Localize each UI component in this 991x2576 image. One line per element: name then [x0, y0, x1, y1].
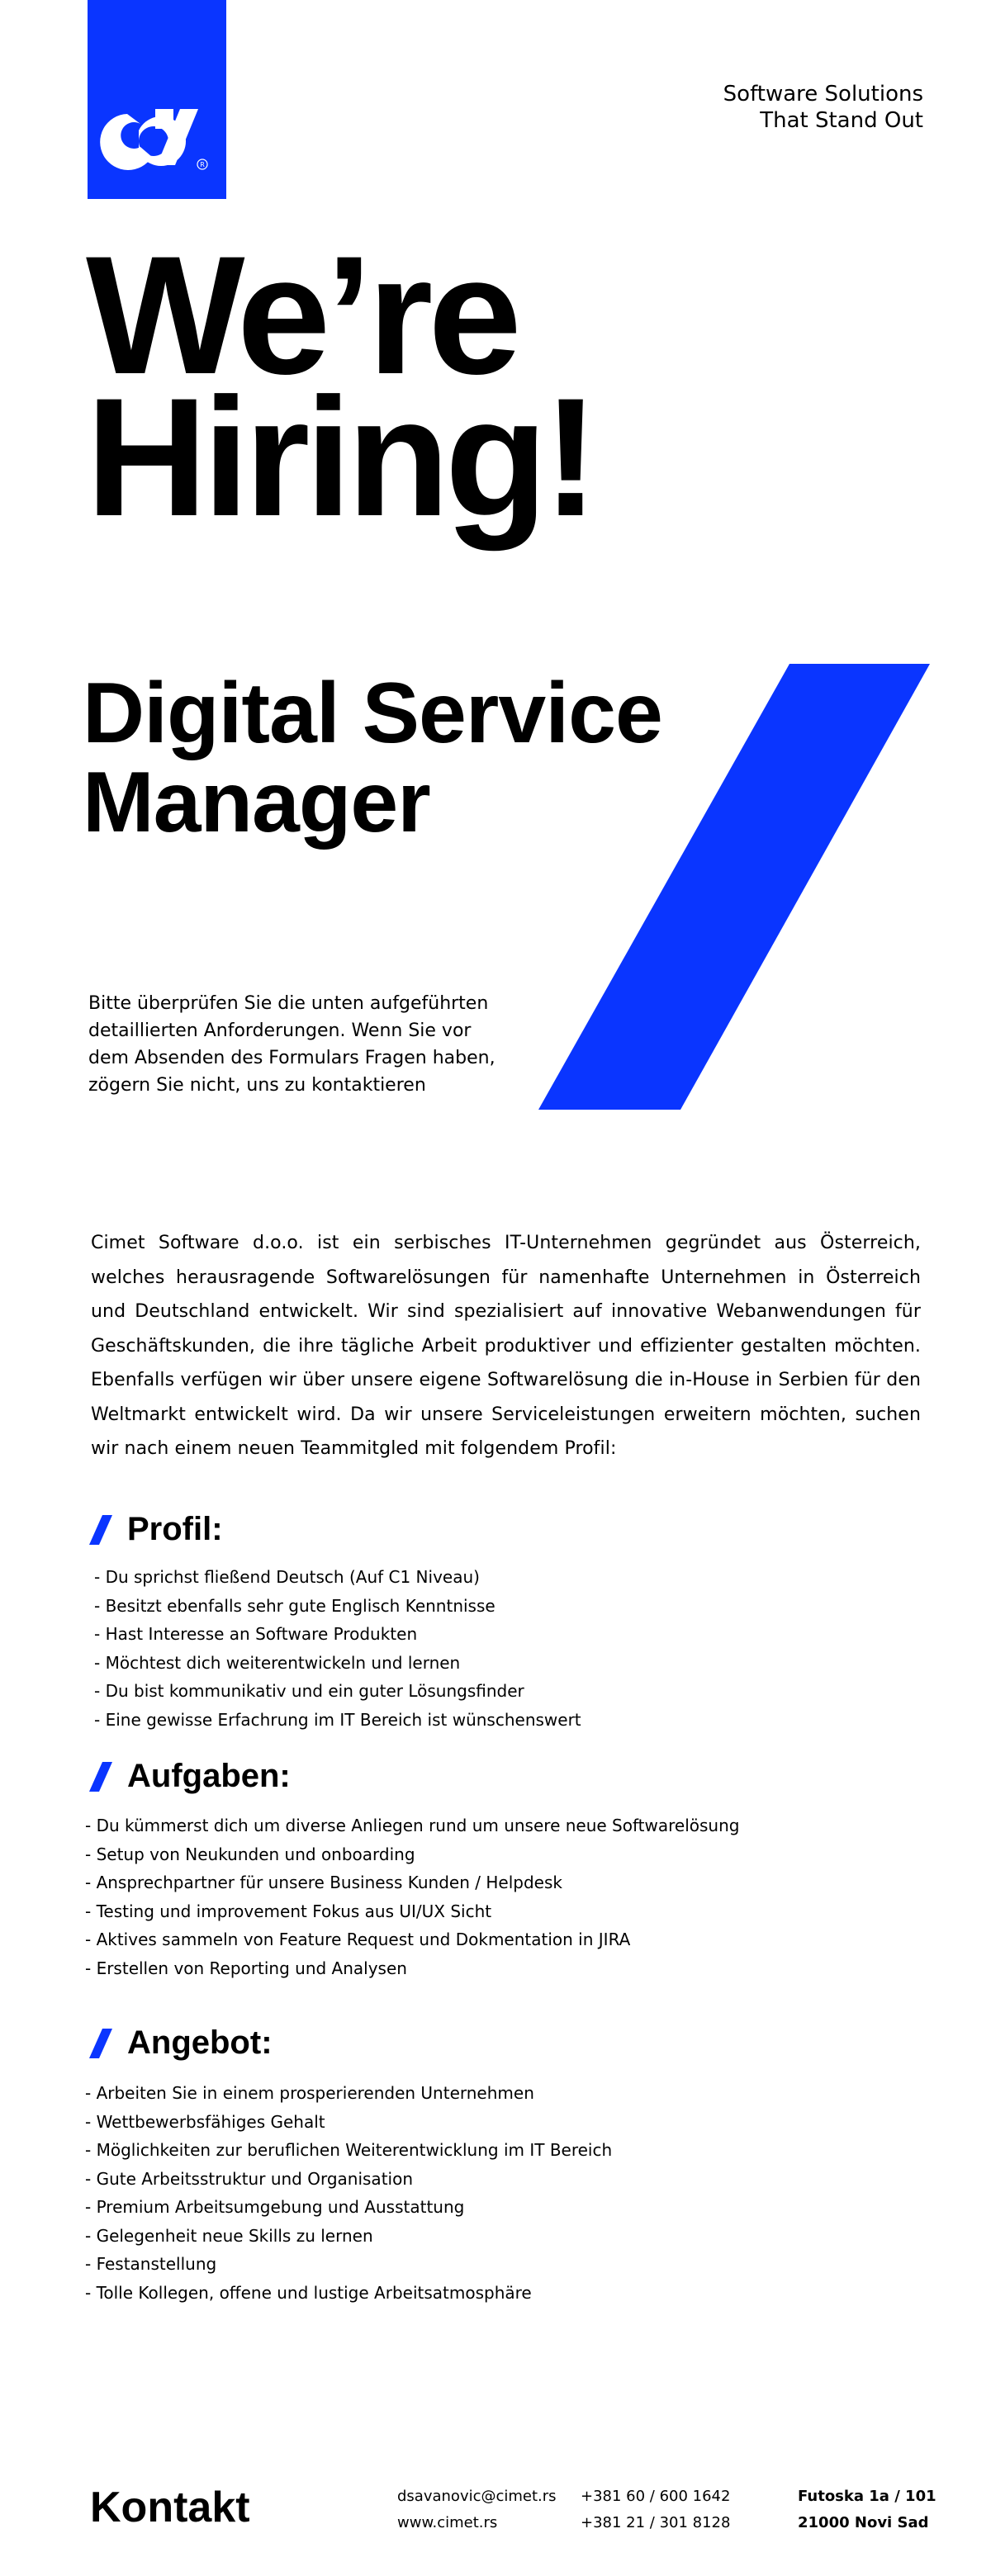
hero-line-2: Hiring!: [86, 363, 595, 552]
list-item: - Möchtest dich weiterentwickeln und lernen: [94, 1652, 461, 1673]
tagline-line-2: That Stand Out: [760, 108, 923, 133]
job-title-line-1: Digital Service: [83, 665, 662, 761]
section-title-aufgaben: Aufgaben:: [127, 1758, 291, 1794]
list-item: - Besitzt ebenfalls sehr gute Englisch Kenntnisse: [94, 1595, 496, 1616]
tagline-line-1: Software Solutions: [723, 82, 923, 107]
list-item: - Arbeiten Sie in einem prosperierenden Unternehmen: [85, 2083, 534, 2103]
list-item: - Du sprichst fließend Deutsch (Auf C1 Niveau): [94, 1567, 480, 1587]
company-description: Cimet Software d.o.o. ist ein serbisches IT-Unternehmen gegründet aus Österreich, welches herausragende Softwarelösungen für namenhafte Unternehmen in Österreich und Deutschland entwickelt. Wir sind spezialisiert auf innovative Webanwendungen für Geschäftskunden, die ihre tägliche Arbeit produktiver und effizienter gestalten möchten. Ebenfalls verfügen wir über unsere eigene Softwarelösung die in-House in Serbien für den Weltmarkt entwickelt wird. Da wir unsere Serviceleistungen erweitern möchten, suchen wir nach einem neuen Teammitgled mit folgendem Profil:: [91, 1233, 921, 1459]
angebot-list: [85, 2079, 612, 2307]
list-item: - Gelegenheit neue Skills zu lernen: [85, 2225, 373, 2246]
logo-mark: [88, 0, 226, 199]
list-item: - Du bist kommunikativ und ein guter Lösungsfinder: [94, 1681, 524, 1701]
intro-text: Bitte überprüfen Sie die unten aufgeführten detaillierten Anforderungen. Wenn Sie vor dem Absenden des Formulars Fragen haben, zögern Sie nicht, uns zu kontaktieren: [88, 993, 496, 1096]
hero-headline: [86, 221, 595, 552]
contact-phone-1[interactable]: +381 60 / 600 1642: [581, 2488, 731, 2505]
list-item: - Setup von Neukunden und onboarding: [85, 1844, 415, 1864]
slash-icon: [89, 1762, 116, 1792]
list-item: - Gute Arbeitsstruktur und Organisation: [85, 2168, 414, 2189]
list-item: - Ansprechpartner für unsere Business Kunden / Helpdesk: [85, 1873, 562, 1892]
list-item: - Festanstellung: [85, 2254, 217, 2274]
slash-icon: [89, 1515, 116, 1545]
svg-text:R: R: [200, 161, 205, 168]
contact-phone-2[interactable]: +381 21 / 301 8128: [581, 2514, 731, 2531]
contact-address-line-2: 21000 Novi Sad: [798, 2514, 929, 2531]
list-item: - Tolle Kollegen, offene und lustige Arbeitsatmosphäre: [85, 2282, 532, 2303]
hero-line-1: We’re: [86, 221, 517, 410]
section-heading-angebot: [89, 2024, 273, 2062]
job-title: [83, 665, 662, 850]
list-item: - Möglichkeiten zur beruflichen Weiterentwicklung im IT Bereich: [85, 2140, 613, 2160]
contact-website[interactable]: www.cimet.rs: [397, 2514, 498, 2531]
section-title-angebot: Angebot:: [127, 2024, 273, 2061]
contact-email[interactable]: dsavanovic@cimet.rs: [397, 2488, 557, 2505]
contact-address-line-1: Futoska 1a / 101: [798, 2488, 936, 2505]
section-heading-profil: [89, 1511, 223, 1548]
list-item: - Eine gewisse Erfachrung im IT Bereich ist wünschenswert: [94, 1709, 581, 1730]
job-title-line-2: Manager: [83, 755, 430, 850]
list-item: - Hast Interesse an Software Produkten: [94, 1624, 418, 1644]
list-item: - Aktives sammeln von Feature Request und Dokmentation in JIRA: [85, 1930, 631, 1949]
section-title-profil: Profil:: [127, 1511, 223, 1547]
aufgaben-list: [85, 1811, 739, 1982]
contact-heading: Kontakt: [90, 2484, 250, 2531]
contact-column-address: [798, 2484, 936, 2536]
profil-list: [94, 1563, 581, 1734]
list-item: - Du kümmerst dich um diverse Anliegen rund um unsere neue Softwarelösung: [85, 1816, 740, 1835]
tagline: [723, 81, 923, 134]
list-item: - Testing und improvement Fokus aus UI/UX Sicht: [85, 1901, 492, 1921]
section-heading-aufgaben: [89, 1758, 291, 1795]
slash-icon: [89, 2029, 116, 2058]
contact-column-web: [397, 2484, 557, 2536]
list-item: - Erstellen von Reporting und Analysen: [85, 1958, 407, 1978]
list-item: - Wettbewerbsfähiges Gehalt: [85, 2111, 325, 2132]
list-item: - Premium Arbeitsumgebung und Ausstattung: [85, 2197, 465, 2217]
contact-column-phone: [581, 2484, 730, 2536]
company-logo: [88, 0, 226, 199]
